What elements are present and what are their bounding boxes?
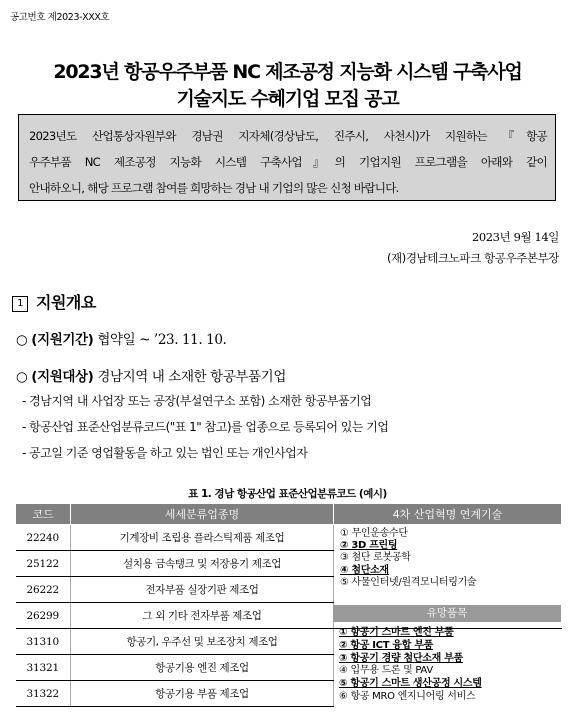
support-period bbox=[16, 328, 226, 348]
col-header-tech: 4차 산업혁명 연계기술 bbox=[334, 504, 562, 525]
industry-code: 26299 bbox=[16, 603, 71, 629]
industry-name: 항공기용 엔진 제조업 bbox=[71, 655, 334, 681]
industry-name: 그 외 기타 전자부품 제조업 bbox=[71, 603, 334, 629]
promising-item: ② 항공 ICT 융합 부품 bbox=[339, 639, 434, 651]
page-title-line2: 기술지도 수혜기업 모집 공고 bbox=[176, 88, 399, 110]
tech-item: ③ 첨단 로봇공학 bbox=[340, 552, 411, 564]
promising-items-header: 유망품목 bbox=[333, 605, 561, 622]
promising-item: ④ 입무용 드론 및 PAV bbox=[339, 665, 433, 677]
industry-code: 22240 bbox=[16, 525, 71, 551]
industry-name: 항공기, 우주선 및 보조장치 제조업 bbox=[71, 629, 334, 655]
table-row bbox=[16, 525, 562, 551]
industry-code: 31322 bbox=[16, 681, 71, 707]
tech-item: ⑤ 사물인터넷/원격모니터링기술 bbox=[340, 576, 477, 588]
tech-item: ② 3D 프린팅 bbox=[340, 540, 398, 552]
support-period-value: 협약일 ~ ’23. 11. 10. bbox=[97, 332, 227, 348]
industry-code: 31310 bbox=[16, 629, 71, 655]
tech-item: ① 무인운송수단 bbox=[340, 528, 408, 539]
support-period-label: (지원기간) bbox=[31, 332, 94, 348]
table-caption: 표 1. 경남 항공산업 표준산업분류코드 (예시) bbox=[188, 488, 387, 500]
col-header-code: 코드 bbox=[16, 504, 71, 525]
industry-name: 전자부품 실장기판 제조업 bbox=[71, 577, 334, 603]
tech-item: ④ 첨단소재 bbox=[340, 564, 389, 576]
industry-name: 기계장비 조립용 플라스틱제품 제조업 bbox=[71, 525, 334, 551]
bullet-circle-icon: ○ bbox=[16, 369, 28, 385]
promising-item: ③ 항공기 경량 첨단소재 부품 bbox=[339, 652, 463, 664]
page-title-line1: 2023년 항공우주부품 NC 제조공정 지능화 시스템 구축사업 bbox=[53, 61, 522, 83]
intro-line: 우주부품 NC 제조공정 지능화 시스템 구축사업』의 기업지원 프로그램을 아래와 같이 bbox=[29, 155, 547, 169]
condition-item: - 경남지역 내 사업장 또는 공장(부설연구소 포함) 소재한 항공부품기업 bbox=[22, 394, 372, 408]
support-target-label: (지원대상) bbox=[31, 369, 94, 385]
industry-code: 26222 bbox=[16, 577, 71, 603]
support-target bbox=[16, 365, 286, 385]
industry-code: 31321 bbox=[16, 655, 71, 681]
condition-item: - 공고일 기준 영업활동을 하고 있는 법인 또는 개인사업자 bbox=[22, 446, 308, 460]
promising-item: ⑤ 항공기 스마트 생산공정 시스템 bbox=[339, 678, 482, 690]
section-number: 1 bbox=[12, 296, 28, 312]
industry-name: 항공기용 부품 제조업 bbox=[71, 681, 334, 707]
promising-items-list bbox=[339, 627, 482, 704]
support-target-value: 경남지역 내 소재한 항공부품기업 bbox=[97, 369, 286, 385]
industry-code: 25122 bbox=[16, 551, 71, 577]
col-header-industry: 세세분류업종명 bbox=[71, 504, 334, 525]
bullet-circle-icon: ○ bbox=[16, 332, 28, 348]
announcement-number: 공고번호 제2023-XXX호 bbox=[10, 12, 110, 23]
intro-line: 2023년도 산업통상자원부와 경남권 지자체(경상남도, 진주시, 사천시)가 지원하는 『항공 bbox=[29, 129, 547, 143]
intro-box bbox=[18, 114, 556, 201]
promising-item: ⑥ 항공 MRO 엔지니어링 서비스 bbox=[339, 690, 476, 702]
section-title: 지원개요 bbox=[36, 293, 96, 312]
intro-line: 안내하오니, 해당 프로그램 참여를 희망하는 경남 내 기업의 많은 신청 바랍니다. bbox=[29, 181, 399, 195]
announcement-date: 2023년 9월 14일 bbox=[471, 230, 559, 244]
issuing-organization: (재)경남테크노파크 항공우주본부장 bbox=[386, 251, 559, 265]
table-header-row bbox=[16, 504, 562, 525]
condition-item: - 항공산업 표준산업분류코드("표 1" 참고)를 업종으로 등록되어 있는 기업 bbox=[22, 420, 389, 434]
industry-name: 설치용 금속탱크 및 저장용기 제조업 bbox=[71, 551, 334, 577]
promising-item: ① 항공기 스마트 엔진 부품 bbox=[339, 627, 454, 638]
section-heading bbox=[12, 290, 96, 313]
